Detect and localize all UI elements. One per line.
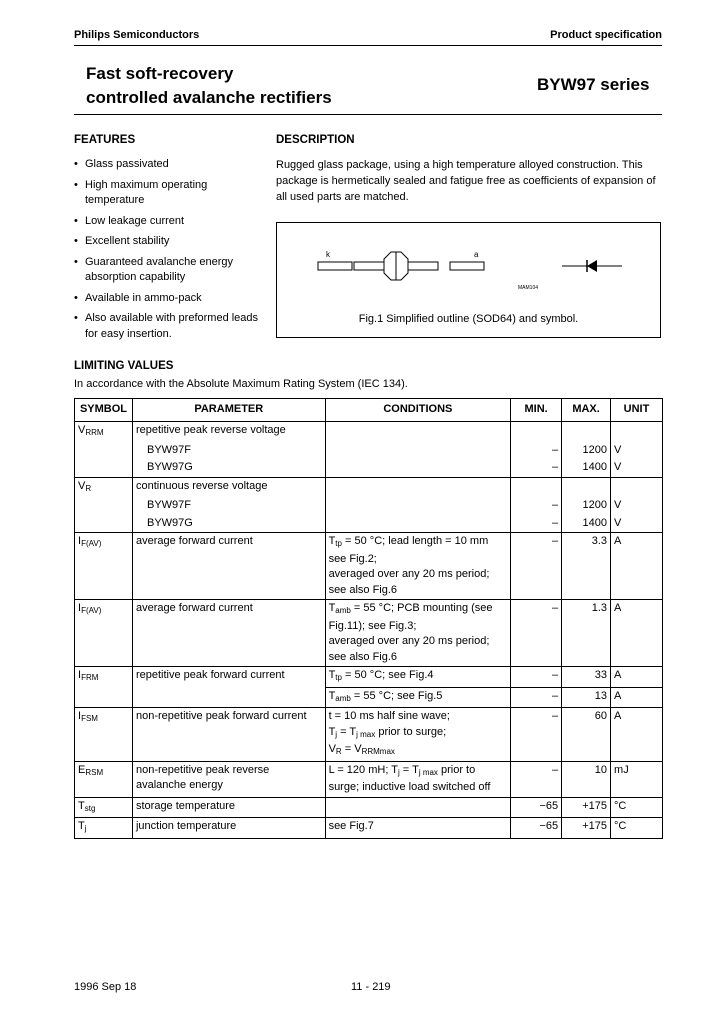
lead-a-inner bbox=[408, 262, 438, 270]
max-value: 1200 bbox=[562, 442, 611, 460]
symbol-cell: $I_{F(AV)}$ bbox=[75, 533, 133, 600]
table-row bbox=[75, 442, 663, 460]
parameter-cell: continuous reverse voltage bbox=[132, 477, 325, 497]
footer-date: 1996 Sep 18 bbox=[74, 981, 137, 993]
table-row bbox=[75, 667, 663, 688]
unit-value: °C bbox=[611, 797, 663, 818]
limiting-values-table bbox=[74, 398, 663, 839]
parameter-cell: junction temperature bbox=[132, 818, 325, 839]
unit-value: °C bbox=[611, 818, 663, 839]
min-value: – bbox=[511, 600, 562, 667]
conditions-cell: t = 10 ms half sine wave; $T_j = T_{j max}$ prior to surge; $V_R = V_{RRMmax}$ bbox=[325, 708, 511, 762]
max-value: +175 bbox=[562, 818, 611, 839]
conditions-cell: L = 120 mH; $T_j = T_{j max}$ prior to surge; inductive load switched off bbox=[325, 761, 511, 797]
feature-item: • Available in ammo-pack bbox=[74, 291, 269, 307]
max-value: +175 bbox=[562, 797, 611, 818]
feature-item: • Glass passivated bbox=[74, 157, 269, 173]
col-min: MIN. bbox=[511, 399, 562, 422]
feature-item: • Guaranteed avalanche energy absorption capability bbox=[74, 255, 269, 286]
max-value: 13 bbox=[562, 687, 611, 708]
table-row bbox=[75, 687, 663, 708]
max-value: 3.3 bbox=[562, 533, 611, 600]
variant-name: BYW97G bbox=[132, 459, 325, 477]
feature-item: • Excellent stability bbox=[74, 234, 269, 250]
conditions-cell: see Fig.7 bbox=[325, 818, 511, 839]
unit-value: V bbox=[611, 459, 663, 477]
header-divider bbox=[74, 45, 662, 46]
series-name: BYW97 series bbox=[537, 75, 650, 94]
conditions-cell: $T_{amb} = 55$ °C; PCB mounting (see Fig.11); see Fig.3; averaged over any 20 ms period; see also Fig.6 bbox=[325, 600, 511, 667]
min-value: – bbox=[511, 533, 562, 600]
variant-name: BYW97F bbox=[132, 497, 325, 515]
table-row bbox=[75, 497, 663, 515]
parameter-cell: average forward current bbox=[132, 533, 325, 600]
max-value: 1.3 bbox=[562, 600, 611, 667]
title-line-1: Fast soft-recovery bbox=[86, 64, 234, 83]
symbol-cell: $I_{FSM}$ bbox=[75, 708, 133, 762]
label-a: a bbox=[474, 250, 479, 259]
table-row bbox=[75, 459, 663, 477]
title-divider bbox=[74, 114, 662, 115]
table-row bbox=[75, 422, 663, 442]
max-value: 1200 bbox=[562, 497, 611, 515]
conditions-cell: $T_{tp} = 50$ °C; lead length = 10 mm see Fig.2; averaged over any 20 ms period; see also Fig.6 bbox=[325, 533, 511, 600]
table-row bbox=[75, 818, 663, 839]
table-row bbox=[75, 600, 663, 667]
min-value: – bbox=[511, 667, 562, 688]
col-parameter: PARAMETER bbox=[132, 399, 325, 422]
min-value: – bbox=[511, 515, 562, 533]
features-heading: FEATURES bbox=[74, 134, 136, 146]
table-row bbox=[75, 797, 663, 818]
max-value: 1400 bbox=[562, 515, 611, 533]
symbol-cell: $T_j$ bbox=[75, 818, 133, 839]
feature-item: • Also available with preformed leads for easy insertion. bbox=[74, 311, 269, 342]
feature-item: • Low leakage current bbox=[74, 214, 269, 230]
lead-k bbox=[318, 262, 352, 270]
page-title bbox=[86, 62, 332, 110]
unit-value: V bbox=[611, 442, 663, 460]
figure-caption: Fig.1 Simplified outline (SOD64) and symbol. bbox=[358, 313, 579, 325]
symbol-cell: $T_{stg}$ bbox=[75, 797, 133, 818]
lead-k-inner bbox=[354, 262, 384, 270]
min-value: – bbox=[511, 708, 562, 762]
unit-value: V bbox=[611, 497, 663, 515]
parameter-cell: storage temperature bbox=[132, 797, 325, 818]
variant-name: BYW97G bbox=[132, 515, 325, 533]
features-list bbox=[74, 157, 269, 347]
unit-value: A bbox=[611, 687, 663, 708]
symbol-cell: $I_{F(AV)}$ bbox=[75, 600, 133, 667]
col-unit: UNIT bbox=[611, 399, 663, 422]
min-value: – bbox=[511, 459, 562, 477]
parameter-cell: repetitive peak forward current bbox=[132, 667, 325, 688]
min-value: – bbox=[511, 761, 562, 797]
col-max: MAX. bbox=[562, 399, 611, 422]
figure-code: MAM104 bbox=[518, 285, 539, 291]
parameter-cell: non-repetitive peak forward current bbox=[132, 708, 325, 762]
table-row bbox=[75, 477, 663, 497]
max-value: 33 bbox=[562, 667, 611, 688]
min-value: – bbox=[511, 687, 562, 708]
footer-page-number: 11 - 219 bbox=[351, 981, 391, 993]
min-value: −65 bbox=[511, 797, 562, 818]
table-row bbox=[75, 515, 663, 533]
col-conditions: CONDITIONS bbox=[325, 399, 511, 422]
unit-value: A bbox=[611, 533, 663, 600]
feature-item: • High maximum operating temperature bbox=[74, 178, 269, 209]
conditions-cell: $T_{amb} = 55$ °C; see Fig.5 bbox=[325, 687, 511, 708]
conditions-cell bbox=[325, 797, 511, 818]
min-value: −65 bbox=[511, 818, 562, 839]
variant-name: BYW97F bbox=[132, 442, 325, 460]
diode-symbol-icon bbox=[587, 260, 597, 272]
unit-value: A bbox=[611, 708, 663, 762]
title-line-2: controlled avalanche rectifiers bbox=[86, 88, 332, 107]
col-symbol: SYMBOL bbox=[75, 399, 133, 422]
company-name: Philips Semiconductors bbox=[74, 29, 200, 41]
unit-value: A bbox=[611, 667, 663, 688]
parameter-cell: non-repetitive peak reverse avalanche energy bbox=[132, 761, 325, 797]
symbol-cell: $I_{FRM}$ bbox=[75, 667, 133, 688]
min-value: – bbox=[511, 442, 562, 460]
max-value: 10 bbox=[562, 761, 611, 797]
table-row bbox=[75, 708, 663, 762]
unit-value: mJ bbox=[611, 761, 663, 797]
document-type: Product specification bbox=[550, 29, 662, 41]
limiting-subtitle: In accordance with the Absolute Maximum Rating System (IEC 134). bbox=[74, 378, 408, 390]
unit-value: A bbox=[611, 600, 663, 667]
max-value: 60 bbox=[562, 708, 611, 762]
lead-a bbox=[450, 262, 484, 270]
description-text: Rugged glass package, using a high temperature alloyed construction. This package is hermetically sealed and fatigue free as coefficients of expansion of all used parts are matched. bbox=[276, 159, 656, 203]
table-row bbox=[75, 761, 663, 797]
parameter-cell: average forward current bbox=[132, 600, 325, 667]
symbol-cell: $E_{RSM}$ bbox=[75, 761, 133, 797]
table-row bbox=[75, 533, 663, 600]
min-value: – bbox=[511, 497, 562, 515]
label-k: k bbox=[326, 250, 330, 259]
max-value: 1400 bbox=[562, 459, 611, 477]
conditions-cell: $T_{tp} = 50$ °C; see Fig.4 bbox=[325, 667, 511, 688]
table-header-row bbox=[75, 399, 663, 422]
limiting-heading: LIMITING VALUES bbox=[74, 360, 174, 372]
description-heading: DESCRIPTION bbox=[276, 134, 355, 146]
symbol-cell: $V_R$ bbox=[75, 477, 133, 497]
unit-value: V bbox=[611, 515, 663, 533]
parameter-cell: repetitive peak reverse voltage bbox=[132, 422, 325, 442]
symbol-cell: $V_{RRM}$ bbox=[75, 422, 133, 442]
